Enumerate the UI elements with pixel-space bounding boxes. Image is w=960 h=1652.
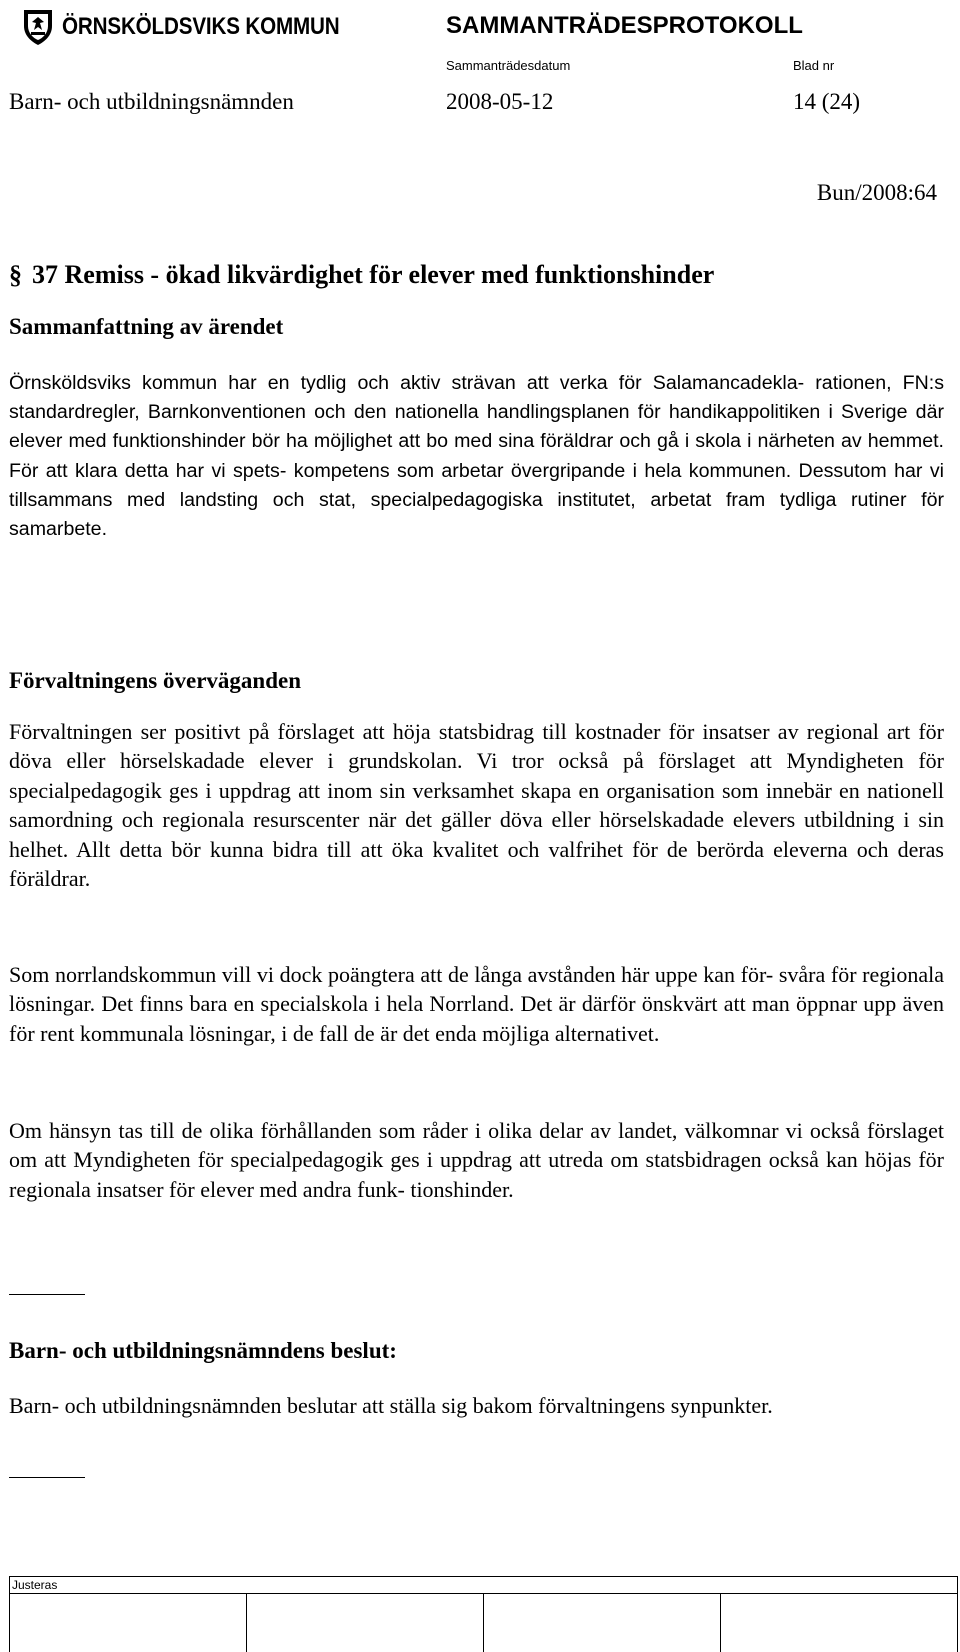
meeting-date: 2008-05-12 xyxy=(446,89,554,114)
signature-cell xyxy=(721,1594,958,1652)
summary-line: med sina föräldrar och gå i skola i närheten av hemmet. För att klara detta har vi spets- xyxy=(9,430,944,482)
paragraph-line: regional art för döva eller hörselskadade elever i grundskolan. Vi tror också på xyxy=(9,719,945,774)
paragraph-line: Som norrlandskommun vill vi dock poängtera att de långa avstånden här uppe kan för- xyxy=(9,962,774,987)
municipality-logo xyxy=(18,6,340,46)
document-type-title: SAMMANTRÄDESPROTOKOLL xyxy=(446,12,803,39)
summary-line: för handikappolitiken i Sverige där elever med funktionshinder bör ha möjlighet att bo xyxy=(9,401,945,453)
signature-table xyxy=(9,1576,958,1652)
section-title: 37 Remiss - ökad likvärdighet för elever med funktionshinder xyxy=(32,260,715,289)
considerations-heading: Förvaltningens överväganden xyxy=(9,668,301,693)
paragraph-line: om statsbidragen också kan höjas för regionala insatser för elever med andra funk- xyxy=(9,1147,945,1202)
paragraph-line: därför önskvärt att man öppnar upp även för rent kommunala lösningar, i de fall de är xyxy=(9,991,945,1046)
justeras-label: Justeras xyxy=(12,1578,58,1592)
decision-text: Barn- och utbildningsnämnden beslutar att ställa sig bakom förvaltningens synpunkter. xyxy=(9,1393,773,1418)
committee-name: Barn- och utbildningsnämnden xyxy=(9,89,294,114)
page-number-label: Blad nr xyxy=(793,58,835,73)
coat-of-arms-icon xyxy=(18,6,58,46)
paragraph-line: kunna bidra till att öka kvalitet och valfrihet för de berörda eleverna och deras xyxy=(209,836,944,862)
signature-cell xyxy=(484,1594,721,1652)
paragraph-line: Förvaltningen ser positivt på förslaget att höja statsbidrag till kostnader för insatser av xyxy=(9,719,799,744)
considerations-paragraph-1 xyxy=(9,717,944,893)
paragraph-line: skapa en organisation som innebär en nationell samordning och regionala resurscenter xyxy=(9,777,944,833)
paragraph-line: när det gäller döva eller hörselskadade elevers utbildning i sin helhet. Allt detta bör xyxy=(9,807,945,862)
paragraph-line: föräldrar. xyxy=(9,866,91,892)
separator-line xyxy=(9,1477,85,1478)
summary-line: kompetens som arbetar övergripande i hela kommunen. Dessutom har vi tillsammans xyxy=(9,459,944,511)
meeting-date-label: Sammanträdesdatum xyxy=(446,58,571,73)
paragraph-line: förslaget att Myndigheten för specialpedagogik ges i uppdrag att inom sin verksamhet xyxy=(9,748,945,803)
paragraph-line: Om hänsyn tas till de olika förhållanden som råder i olika delar av landet, välkomnar xyxy=(9,1118,779,1143)
municipality-name: ÖRNSKÖLDSVIKS KOMMUN xyxy=(62,13,340,40)
paragraph-line: vi också förslaget om att Myndigheten för specialpedagogik ges i uppdrag att utreda xyxy=(9,1118,945,1173)
separator-line xyxy=(9,1294,85,1295)
case-reference: Bun/2008:64 xyxy=(816,180,937,205)
summary-line: med landsting och stat, specialpedagogiska institutet, arbetat fram tydliga rutiner för xyxy=(127,488,944,511)
summary-paragraph xyxy=(9,369,944,544)
considerations-paragraph-2 xyxy=(9,960,944,1048)
section-heading xyxy=(9,260,714,290)
paragraph-line: tionshinder. xyxy=(410,1176,514,1202)
summary-heading: Sammanfattning av ärendet xyxy=(9,314,284,339)
signature-cell xyxy=(10,1594,247,1652)
justeras-header-cell xyxy=(10,1577,958,1594)
page-number: 14 (24) xyxy=(793,89,861,114)
section-symbol: § xyxy=(9,260,22,289)
paragraph-line: det enda möjliga alternativet. xyxy=(402,1020,660,1046)
summary-line: samarbete. xyxy=(9,518,108,541)
summary-line: Örnsköldsviks kommun har en tydlig och aktiv strävan att verka för Salamancadekla- xyxy=(9,372,805,394)
considerations-paragraph-3 xyxy=(9,1116,944,1204)
summary-line: rationen, FN:s standardregler, Barnkonventionen och den nationella handlingsplanen xyxy=(9,372,944,424)
signature-cell xyxy=(247,1594,484,1652)
decision-heading: Barn- och utbildningsnämndens beslut: xyxy=(9,1338,397,1363)
paragraph-line: svåra för regionala lösningar. Det finns bara en specialskola i hela Norrland. Det är xyxy=(9,962,944,1017)
